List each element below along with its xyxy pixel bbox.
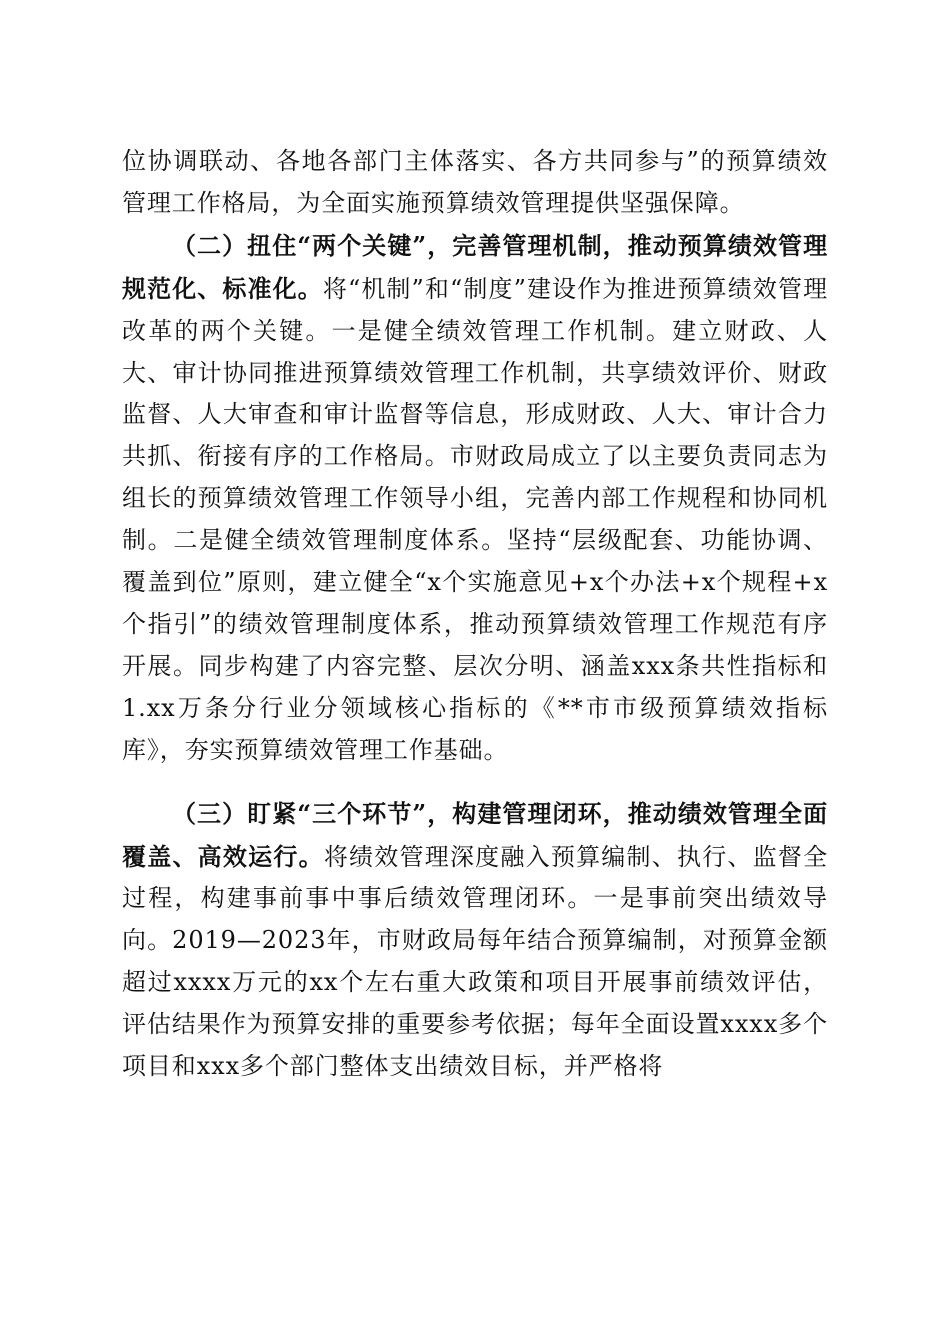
paragraph-section-three <box>122 793 828 1088</box>
section-heading-three: （三）盯紧“三个环节”，构建管理闭环，推动绩效管理全面覆盖、高效运行。 <box>122 798 828 871</box>
paragraph-section-two <box>122 225 828 772</box>
paragraph-text: 将绩效管理深度融入预算编制、执行、监督全过程，构建事前事中事后绩效管理闭环。一是事前突出绩效导向。2019—2023年，市财政局每年结合预算编制，对预算金额超过xxxx万元的xx个左右重大政策和项目开展事前绩效评估，评估结果作为预算安排的重要参考依据；每年全面设置xxxx多个项目和xxx多个部门整体支出绩效目标，并严格将 <box>122 842 829 1081</box>
paragraph-continuation <box>122 141 828 225</box>
paragraph-text: 位协调联动、各地各部门主体落实、各方共同参与”的预算绩效管理工作格局，为全面实施预算绩效管理提供坚强保障。 <box>122 147 828 217</box>
document-body <box>122 141 828 1088</box>
section-heading-two: （二）扭住“两个关键”，完善管理机制，推动预算绩效管理规范化、标准化。 <box>122 230 828 303</box>
paragraph-text: 将“机制”和“制度”建设作为推进预算绩效管理改革的两个关键。一是健全绩效管理工作机制。建立财政、人大、审计协同推进预算绩效管理工作机制，共享绩效评价、财政监督、人大审查和审计监督等信息，形成财政、人大、审计合力共抓、衔接有序的工作格局。市财政局成立了以主要负责同志为组长的预算绩效管理工作领导小组，完善内部工作规程和协同机制。二是健全绩效管理制度体系。坚持“层级配套、功能协调、覆盖到位”原则，建立健全“x个实施意见+x个办法+x个规程+x个指引”的绩效管理制度体系，推动预算绩效管理工作规范有序开展。同步构建了内容完整、层次分明、涵盖xxx条共性指标和1.xx万条分行业分领域核心指标的《**市市级预算绩效指标库》，夯实预算绩效管理工作基础。 <box>122 274 828 764</box>
